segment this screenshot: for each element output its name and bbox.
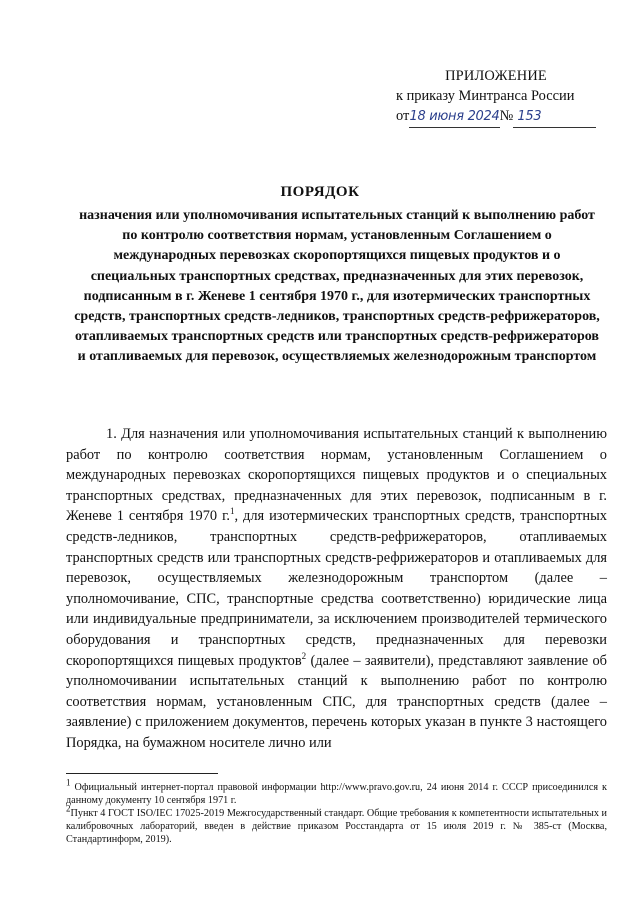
paragraph-1 <box>66 424 607 754</box>
footnote-ref-1: 1 <box>229 506 235 517</box>
appendix-order-reference: к приказу Минтранса России <box>396 88 575 104</box>
appendix-header <box>396 66 596 128</box>
footnote-ref-2: 2 <box>301 650 307 661</box>
appendix-caption: ПРИЛОЖЕНИЕ <box>445 68 547 84</box>
document-title: ПОРЯДОК <box>280 184 360 200</box>
footnotes <box>66 777 607 846</box>
document-subtitle: назначения или уполномочивания испытательных станций к выполнению работ по контролю соответствия нормам, установленным Соглашением о международных перевозках скоропортящихся пищевых продуктов и о специальных транспортных средствах, предназначенных для этих перевозок, подписанным в г. Женеве 1 сентября 1970 г., для изотермических транспортных средств, транспортных средств-ледников, транспортных средств-рефрижераторов, отапливаемых транспортных средств или транспортных средств-рефрижераторов и отапливаемых для перевозок, осуществляемых железнодорожным транспортом <box>74 208 600 365</box>
footnote-1-mark: 1 <box>66 777 71 788</box>
paragraph-1-text-c: (далее – заявители), представляют заявление об уполномочивании испытательных станций к выполнению работ по контролю соответствия нормам, установленным СПС, для транспортных средств (далее – заявление) с приложением документов, перечень которых указан в пункте 3 настоящего Порядка, на бумажном носителе лично или <box>66 652 607 751</box>
footnote-1-text: Официальный интернет-портал правовой информации http://www.pravo.gov.ru, 24 июня 2014 г. СССР присоединился к данному документу 10 сентября 1971 г. <box>66 782 607 806</box>
footnote-2-mark: 2 <box>66 803 71 814</box>
footnote-divider <box>66 773 218 774</box>
paragraph-1-text-a: 1. Для назначения или уполномочивания испытательных станций к выполнению работ по контролю соответствия нормам, установленным Соглашением о международных перевозках скоропортящихся пищевых продуктов и о специальных транспортных средствах, предназначенных для этих перевозок, подписанным в г. Женеве 1 сентября 1970 г. <box>66 426 607 525</box>
appendix-date-number-line <box>396 106 596 128</box>
footnote-1 <box>66 777 607 807</box>
handwritten-date: 18 июня 2024 <box>409 107 499 128</box>
footnote-2-text: Пункт 4 ГОСТ ISO/IEC 17025-2019 Межгосударственный стандарт. Общие требования к компетентности испытательных и калибровочных лабораторий, введен в действие приказом Росстандарта от 15 июля 2019 г. № 385-ст (Москва, Стандартинформ, 2019). <box>66 808 607 845</box>
from-label: от <box>396 108 410 124</box>
paragraph-1-text-b: , для изотермических транспортных средств, транспортных средств-ледников, транспортных средств-рефрижераторов, отапливаемых транспортных средств или транспортных средств-рефрижераторов и отапливаемых для перевозок, осуществляемых железнодорожным транспортом (далее – уполномочивание, СПС, транспортные средства соответственно) юридические лица или индивидуальные предприниматели, за исключением производителей термического оборудования и транспортных средств, предназначенных для перевозки скоропортящихся пищевых продуктов <box>66 508 607 669</box>
footnote-2 <box>66 803 607 846</box>
handwritten-order-number: 153 <box>513 107 596 128</box>
number-label: № <box>499 108 514 124</box>
